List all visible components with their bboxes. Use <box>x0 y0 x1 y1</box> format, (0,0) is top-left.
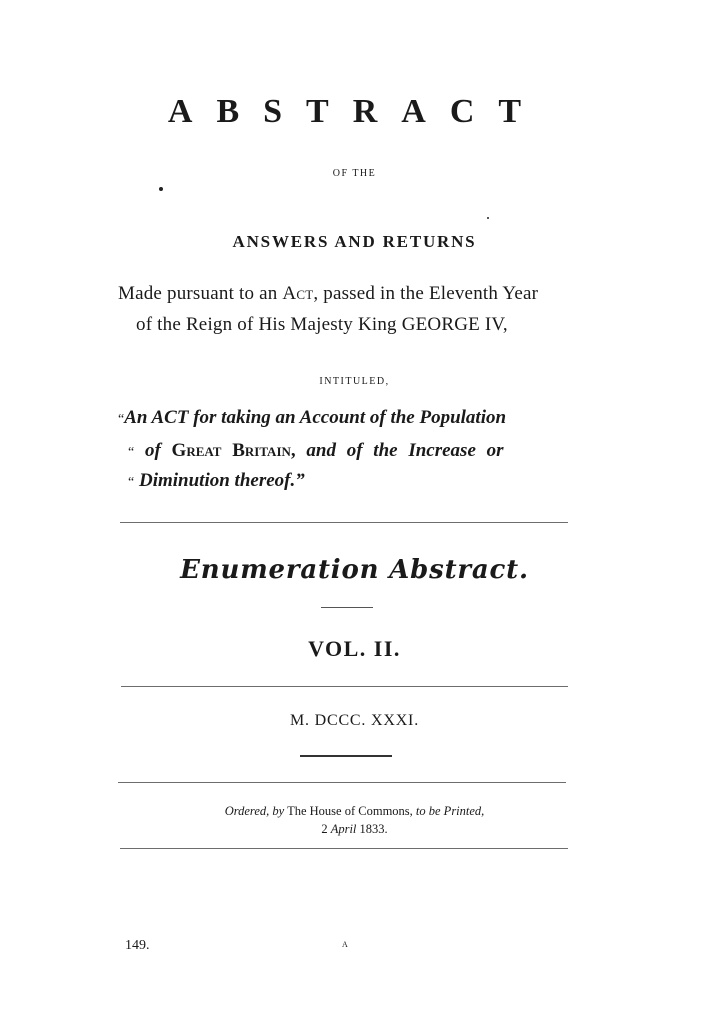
made-text-a: Made pursuant to an <box>118 283 283 304</box>
great-word: Great <box>171 440 222 461</box>
short-rule <box>321 607 373 608</box>
divider-rule <box>121 686 568 687</box>
enumeration-abstract-heading: Enumeration Abstract. <box>180 555 529 585</box>
act-title-text-2a: of <box>144 440 172 461</box>
act-title-text-3: Diminution thereof.” <box>138 470 305 491</box>
act-word: Act <box>282 283 314 304</box>
intituled-line: INTITULED, <box>319 376 390 387</box>
ordered-text-b: The House of Commons, <box>287 804 413 818</box>
act-title-line-3 <box>128 470 305 492</box>
continuation-quote-mark: “ <box>128 475 135 490</box>
ordered-line <box>0 804 709 819</box>
britain-word: Britain, <box>232 440 296 461</box>
made-pursuant-line-2: of the Reign of His Majesty King GEORGE IV, <box>136 314 508 335</box>
divider-rule <box>120 848 568 849</box>
ordered-day: 2 <box>321 822 328 836</box>
short-rule <box>300 755 392 757</box>
act-title-text-1: An ACT for taking an Account of the Population <box>124 407 507 428</box>
divider-rule <box>118 782 566 783</box>
signature-mark: A <box>342 940 348 949</box>
of-the-line: OF THE <box>332 168 377 179</box>
year-roman: M. DCCC. XXXI. <box>290 712 419 729</box>
act-title-line-1 <box>118 407 506 429</box>
act-title-line-2 <box>128 440 504 462</box>
ink-speck <box>487 217 489 219</box>
ordered-year: 1833. <box>359 822 388 836</box>
document-title: ABSTRACT <box>167 93 546 130</box>
divider-rule <box>120 522 568 523</box>
page-number: 149. <box>125 938 150 953</box>
ordered-month: April <box>330 822 357 836</box>
made-text-b: , passed in the Eleventh Year <box>313 283 539 304</box>
volume-label: VOL. II. <box>308 636 401 661</box>
act-title-text-2b: and of the Increase or <box>306 440 504 461</box>
ink-speck <box>159 187 163 191</box>
made-pursuant-line-1 <box>118 283 538 305</box>
continuation-quote-mark: “ <box>128 445 135 460</box>
ordered-text-c: to be Printed, <box>415 804 485 818</box>
ordered-date <box>0 822 709 837</box>
ordered-text-a: Ordered, by <box>224 804 285 818</box>
open-quote-mark: “ <box>118 412 125 427</box>
answers-heading: ANSWERS AND RETURNS <box>232 232 477 251</box>
